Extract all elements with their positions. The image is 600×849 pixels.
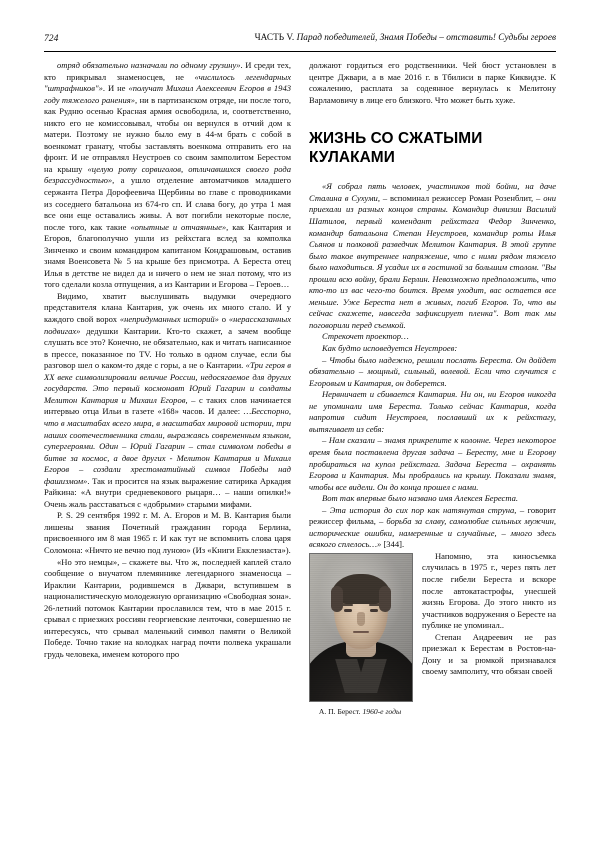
text-run-italic: «опытные и отчаянные»	[130, 221, 227, 232]
text-run-italic: они приехали из разных концов страны. Командир дивизии Василий Шатилов, первый комендант рейхстага Федор Зинченко, командир батальона Степан Неустроев, командир роты Илья Сьянов и полковой разведчик Мелитон Кантария. В этой группе было такое внутреннее напряжение, что с ними рядом тяжело было находиться. Я усадил их в гостиной за большим столом. "Вы прошли всю войну, брали Берлин. Невозможно предположить, что кто-то из вас чего-то боится. Время уходит, вас остается все меньше. Уже Береста нет в живых, погиб Егоров. То, что вы сейчас скажете, навсегда зафиксирует пленка". Вот так мы поговорили перед съемкой.	[309, 192, 556, 330]
paragraph	[44, 510, 291, 556]
text-run-italic: «Я собрал пять человек, участников той бойни, на даче Сталина в Сухуми	[309, 181, 556, 203]
figure-portrait	[309, 553, 413, 716]
figure-caption-date: 1960-е годы	[362, 706, 402, 716]
paragraph-intro: должают гордиться его родственники. Чей бюст установлен в центре Джвари, а в мае 2016 г. в Тбилиси в парке Киквидзе. К сожалению, расплата за содеянное вернулась к Мелитону Варламовичу в лице его близкого. Что может быть хуже.	[309, 60, 556, 105]
paragraph	[309, 331, 556, 343]
text-run: Видимо, хватит выслушивать выдумки очередного представителя клана Кантария, уж очень их много стало. И у каждого свой ворох	[44, 290, 291, 325]
paragraph	[309, 493, 556, 505]
running-head-text	[255, 33, 556, 43]
text-run: , ни в партизанском отряде, ни после того, как Рудню осенью Красная армия освободила, и, соответственно, никто его не комиссовывал, чтобы он вернулся в отчий дом к матери. Поэтому не нужно было ему в 44-м брать с собой в военкомат гранату, чтобы заставлять военкома отправить его на фронт. И не отправлял Неустроев со своим замполитом Берестом на крышу	[44, 94, 291, 174]
portrait-photo	[309, 553, 413, 702]
text-run-italic: «нерассказанных подвигах»	[44, 314, 291, 336]
text-run: Напомню, эта киносъемка случилась в 1975 г., через пять лет после гибели Береста и вскоре после автокатастрофы, унесшей жизнь Егорова. До этого никто из участников водружения о Бересте на публике не упоминал..	[422, 550, 556, 631]
paragraph	[44, 291, 291, 510]
text-run: , как Кантария и Егоров, благополучно ушли из рейхстага вслед за комполка Зинченко и своим командиром капитаном Кондрашовым, оставив знамя Военсовета № 5 на крыше без присмотра. А Береста отец Илья в детстве не видел да и ничего о нем не знал потому, что из того сделали козла отпущения, а из Кантарии и Егорова – Героев…	[44, 221, 291, 290]
page-folio: 724	[44, 33, 59, 44]
text-run-italic: «числилось легендарных "штрафников"»	[44, 71, 291, 94]
text-run: , – с таких слов начинается интервью отца Ильи в газете «168» часов. И далее:	[44, 394, 292, 417]
text-run-italic: борьба за славу, самолюбие сильных мужчин, исторические ошибки, намеренные и случайные, – много здесь всякого сплелось…»	[309, 516, 556, 550]
left-column	[44, 60, 291, 660]
paragraph	[309, 389, 556, 435]
paragraph	[309, 435, 556, 493]
text-run: дедушки Кантарии. Кто-то скажет, а зачем вообще слушать все это? Конечно, не обязательно, как и читать написанное в прессе, показанное по TV. Но только в одном случае, если бы разговор шел о каком-то дяде с горы, а не о Кантарии.	[44, 325, 291, 371]
text-run-italic: Вот так впервые было названо имя Алексея Береста.	[322, 493, 519, 504]
text-run: , – вспоминал режиссер Роман Розенблит, –	[377, 192, 544, 203]
text-run-italic: «непридуманных историй»	[119, 314, 219, 325]
text-run: . Так и просится на язык выражение сатирика Аркадия Райкина: «А внутри средневекового рыцаря… – наши опилки!» Очень жаль расставаться с «добрыми» старыми мифами.	[44, 475, 291, 509]
text-run-italic: Стрекочет проектор…	[322, 331, 409, 342]
text-run: , а ушло отделение автоматчиков младшего сержанта Петра Дорофеевича Щербины во главе с проводниками из соседнего батальона из 674-го сп. И слава богу, до утра 1 мая все они еще оставались живы. А вот погибли некоторые после, после того, как такие	[44, 175, 291, 232]
text-run-italic: Как будто исповедуется Неустроев:	[322, 343, 458, 354]
text-run-italic: – Эта история до сих пор как натянутая струна	[322, 504, 515, 515]
text-run: , – говорит режиссер фильма, –	[309, 504, 556, 527]
text-run: «Но это немцы», – скажете вы. Что ж, последней каплей стало сообщение о внучатом племяннике легендарного знаменосца – Ираклии Кантарии, родившемся в Джвари, вступившем в националистическую молодежную организацию «Свободная зона». 26-летний потомок Кантарии прославился тем, что в мае 2015 г. срывал с приезжих россиян георгиевские ленточки, совершенно не интересуясь, что срывал маленький символ памяти о Великой Победе. Точно такие на колодках наград почти полвека украшали грудь человека, именем которого про	[44, 556, 291, 659]
running-head-title: Парад победителей, Знамя Победы – отставить! Судьбы героев	[294, 33, 556, 43]
text-run-italic: Нервничает и сбивается Кантария. Ни он, ни Егоров никогда не упоминали имя Береста. Только сейчас Кантария, когда напротив сидит Неустроев, пославший их к рейхстагу, вытягивает из себя:	[309, 389, 556, 434]
running-head-part: ЧАСТЬ V.	[254, 33, 295, 43]
paragraph	[309, 355, 556, 390]
figure-caption	[309, 707, 411, 716]
text-run: о	[218, 314, 229, 325]
text-run-italic: «получат Михаил Алексеевич Егоров в 1943 году тяжелого ранения»	[44, 83, 291, 105]
text-run: . И среди тех, кто прикрывал знаменосцев, не	[44, 60, 291, 82]
paragraph	[309, 343, 556, 355]
paragraph	[309, 181, 556, 331]
text-run-italic: «Три героя в XX веке символизировали величие России, недосягаемое для других государств. Это первый космонавт Юрий Гагарин и солдаты Мелитон Кантария и Михаил Егоров	[44, 360, 291, 405]
text-run-italic: – Нам сказали – знамя прикрепите к колонне. Через некоторое время была поставлена другая задача – Бересту, мне и Егорову пробираться на купол рейхстага. Задача Береста – охранять Егорова и Кантария. Мы пробрались на крышу. Показали знамя, чтобы все видели. Он до конца прошел с нами.	[309, 435, 556, 492]
text-run-italic: – Чтобы было надежно, решили послать Береста. Он дойдет обязательно – мощный, сильный, волевой. Если что случится с Егоровым и Кантария, он доберется.	[309, 354, 556, 388]
paragraph	[309, 505, 556, 551]
text-run: P. S. 29 сентября 1992 г. М. А. Егоров и М. В. Кантария были лишены звания Почетный гражданин города Берлина, присвоенного им 8 мая 1965 г. И как тут не вспомнить слова царя Соломона: «Ничто не вечно под луною» (Из «Книги Екклезиаста»).	[44, 510, 291, 555]
text-run: [344].	[381, 539, 405, 550]
section-heading: ЖИЗНЬ СО СЖАТЫМИ КУЛАКАМИ	[309, 130, 483, 166]
text-run-italic: «целую роту сорвиголов, отличавшихся своего рода безрассудностью»	[44, 163, 291, 186]
paragraph	[44, 60, 291, 291]
paragraph	[44, 557, 291, 661]
text-run: Степан Андреевич не раз приезжал к Берестам в Ростов-на-Дону и за рюмкой признавался своему замполиту, что обязан своей	[422, 631, 556, 677]
header-rule	[44, 51, 556, 52]
text-run-italic: отряд обязательно назначали по одному грузину»	[57, 60, 241, 70]
text-run-italic: …Бесспорно, что в масштабах всего мира, в масштабах мировой истории, три наших соотечественника стали, выражаясь современным языком, супергероями. Один – Юрий Гагарин – стал символом победы в битве за космос, а двое других - Мелитон Кантария и Михаил Егоров – создали хрестоматийный символ Победы над фашизмом»	[44, 406, 291, 486]
photo-grain	[310, 554, 412, 701]
text-run: . И не	[102, 83, 129, 94]
running-head	[44, 33, 556, 49]
figure-caption-name: А. П. Берест.	[318, 706, 363, 716]
right-column	[309, 60, 556, 719]
